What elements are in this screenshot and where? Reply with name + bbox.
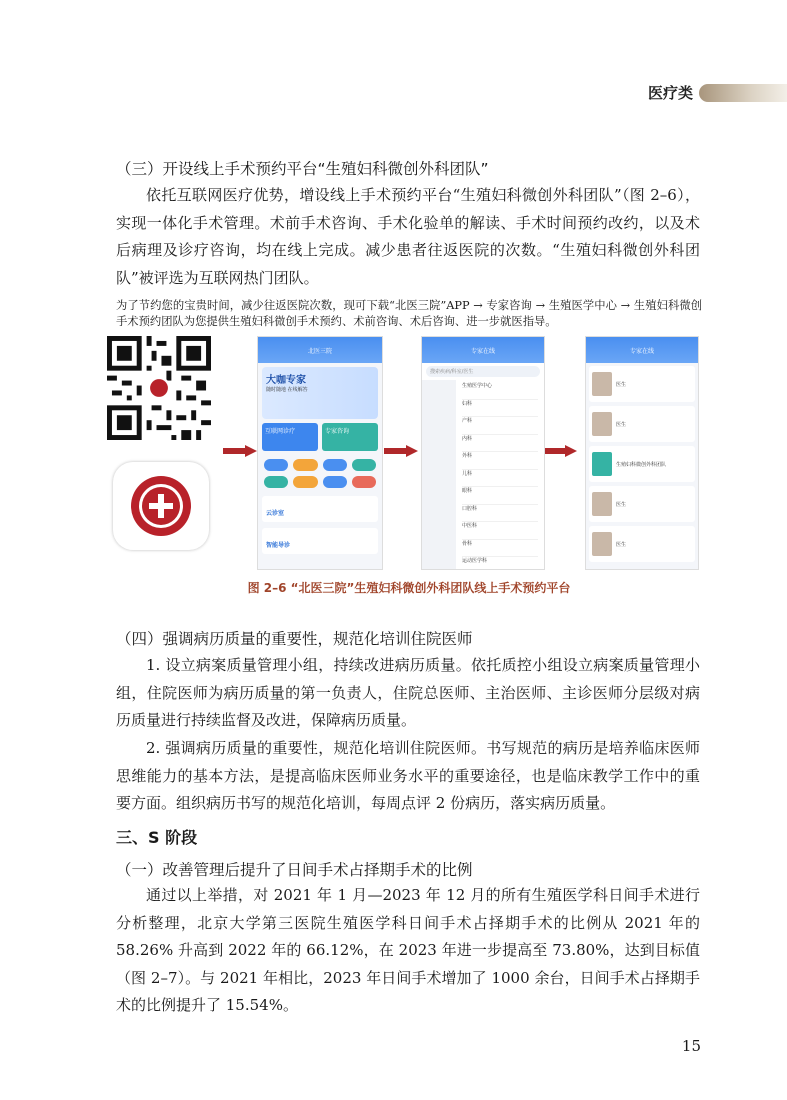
- department-list: [456, 380, 544, 570]
- doctor-card[interactable]: [589, 366, 695, 402]
- phone-screen-doctors: [585, 336, 699, 570]
- phone-screen-departments: [421, 336, 545, 570]
- doctor-card[interactable]: [589, 526, 695, 562]
- avatar: [592, 492, 612, 516]
- section-heading: （一）改善管理后提升了日间手术占择期手术的比例: [116, 861, 473, 879]
- app-logo: [113, 462, 209, 550]
- search-input: 搜索疾病/科室/医生: [426, 366, 540, 377]
- department-item[interactable]: 中医科: [462, 522, 538, 540]
- avatar: [592, 412, 612, 436]
- avatar: [592, 372, 612, 396]
- department-item[interactable]: 内科: [462, 435, 538, 453]
- doctor-card[interactable]: [589, 486, 695, 522]
- paragraph: 1. 设立病案质量管理小组，持续改进病历质量。依托质控小组设立病案质量管理小组，住院医师为病历质量的第一负责人，住院总医师、主治医师、主诊医师分层级对病历质量进行持续监督及改进，保障病历质量。: [116, 656, 700, 729]
- department-item[interactable]: 外科: [462, 452, 538, 470]
- department-item[interactable]: 运动医学科: [462, 557, 538, 570]
- paragraph: 依托互联网医疗优势，增设线上手术预约平台“生殖妇科微创外科团队”（图 2–6），实现一体化手术管理。术前手术咨询、手术化验单的解读、手术时间预约改约，以及术后病理及诊疗咨询，均在线上完成。减少患者往返医院的次数。“生殖妇科微创外科团队”被评选为互联网热门团队。: [116, 186, 700, 287]
- paragraph: 2. 强调病历质量的重要性，规范化培训住院医师。书写规范的病历是培养临床医师思维能力的基本方法，是提高临床医师业务水平的重要途径，也是临床教学工作中的重要方面。组织病历书写的规范化培训，每周点评 2 份病历，落实病历质量。: [116, 739, 700, 812]
- menu-icon: [323, 476, 347, 488]
- menu-icon: [264, 459, 288, 471]
- avatar: [592, 532, 612, 556]
- section-heading: （四）强调病历质量的重要性，规范化培训住院医师: [116, 630, 473, 648]
- department-item[interactable]: 眼科: [462, 487, 538, 505]
- figure-note: 为了节约您的宝贵时间，减少往返医院次数，现可下载“北医三院”APP → 专家咨询 → 生殖医学中心 → 生殖妇科微创手术预约团队为您提供生殖妇科微创手术预约、术前咨询、术后咨询、进一步就医指导。: [116, 299, 702, 328]
- card-expert-consult: 专家咨询: [322, 423, 378, 451]
- department-item[interactable]: 骨科: [462, 540, 538, 558]
- right-arrow-icon: [543, 445, 577, 457]
- menu-icon: [352, 476, 376, 488]
- app-title: 专家在线: [586, 337, 698, 363]
- header-decor-bar: [699, 84, 787, 102]
- right-arrow-icon: [384, 445, 418, 457]
- doctor-name: 医生: [616, 541, 627, 548]
- avatar: [592, 452, 612, 476]
- section-label: 医疗类: [647, 84, 693, 102]
- qr-code: [107, 336, 211, 440]
- smart-guide-card: [262, 528, 378, 554]
- menu-icon: [323, 459, 347, 471]
- icon-grid: [264, 459, 376, 488]
- page-number: 15: [681, 1037, 701, 1055]
- phone-screen-home: [257, 336, 383, 570]
- department-item[interactable]: 口腔科: [462, 505, 538, 523]
- menu-icon: [293, 459, 317, 471]
- department-item[interactable]: 儿科: [462, 470, 538, 488]
- menu-icon: [264, 476, 288, 488]
- category-sidebar: [422, 380, 456, 570]
- cloud-clinic-label: 云诊室: [266, 510, 285, 517]
- doctor-name: 医生: [616, 501, 627, 508]
- department-item[interactable]: 产科: [462, 417, 538, 435]
- section-heading: （三）开设线上手术预约平台“生殖妇科微创外科团队”: [116, 160, 489, 178]
- doctor-list: [586, 363, 698, 569]
- card-telemedicine: 互联网诊疗: [262, 423, 318, 451]
- menu-icon: [352, 459, 376, 471]
- banner-title: 大咖专家: [266, 375, 306, 386]
- paragraph: 通过以上举措，对 2021 年 1 月—2023 年 12 月的所有生殖医学科日间手术进行分析整理，北京大学第三医院生殖医学科日间手术占择期手术的比例从 2021 年的 58.26% 升高到 2022 年的 66.12%，在 2023 年进一步提高至 73.80%，达到目标值（图 2–7）。与 2021 年相比，2023 年日间手术增加了 1000 余台，日间手术占择期手术的比例提升了 15.54%。: [116, 886, 700, 1014]
- banner: [262, 367, 378, 419]
- doctor-name: 医生: [616, 421, 627, 428]
- department-item[interactable]: 生殖医学中心: [462, 382, 538, 400]
- chapter-heading: 三、S 阶段: [116, 828, 198, 847]
- right-arrow-icon: [223, 445, 257, 457]
- menu-icon: [293, 476, 317, 488]
- figure-caption: 图 2–6 “北医三院”生殖妇科微创外科团队线上手术预约平台: [247, 581, 571, 595]
- banner-subtitle: 随时随地 在线解答: [266, 387, 308, 393]
- app-title: 专家在线: [422, 337, 544, 363]
- department-item[interactable]: 妇科: [462, 400, 538, 418]
- doctor-name: 医生: [616, 381, 627, 388]
- doctor-name: 生殖妇科微创外科团队: [616, 461, 667, 468]
- doctor-card[interactable]: [589, 446, 695, 482]
- cloud-clinic-card: [262, 496, 378, 522]
- doctor-card[interactable]: [589, 406, 695, 442]
- smart-guide-label: 智能导诊: [266, 542, 291, 549]
- app-title: 北医三院: [258, 337, 382, 363]
